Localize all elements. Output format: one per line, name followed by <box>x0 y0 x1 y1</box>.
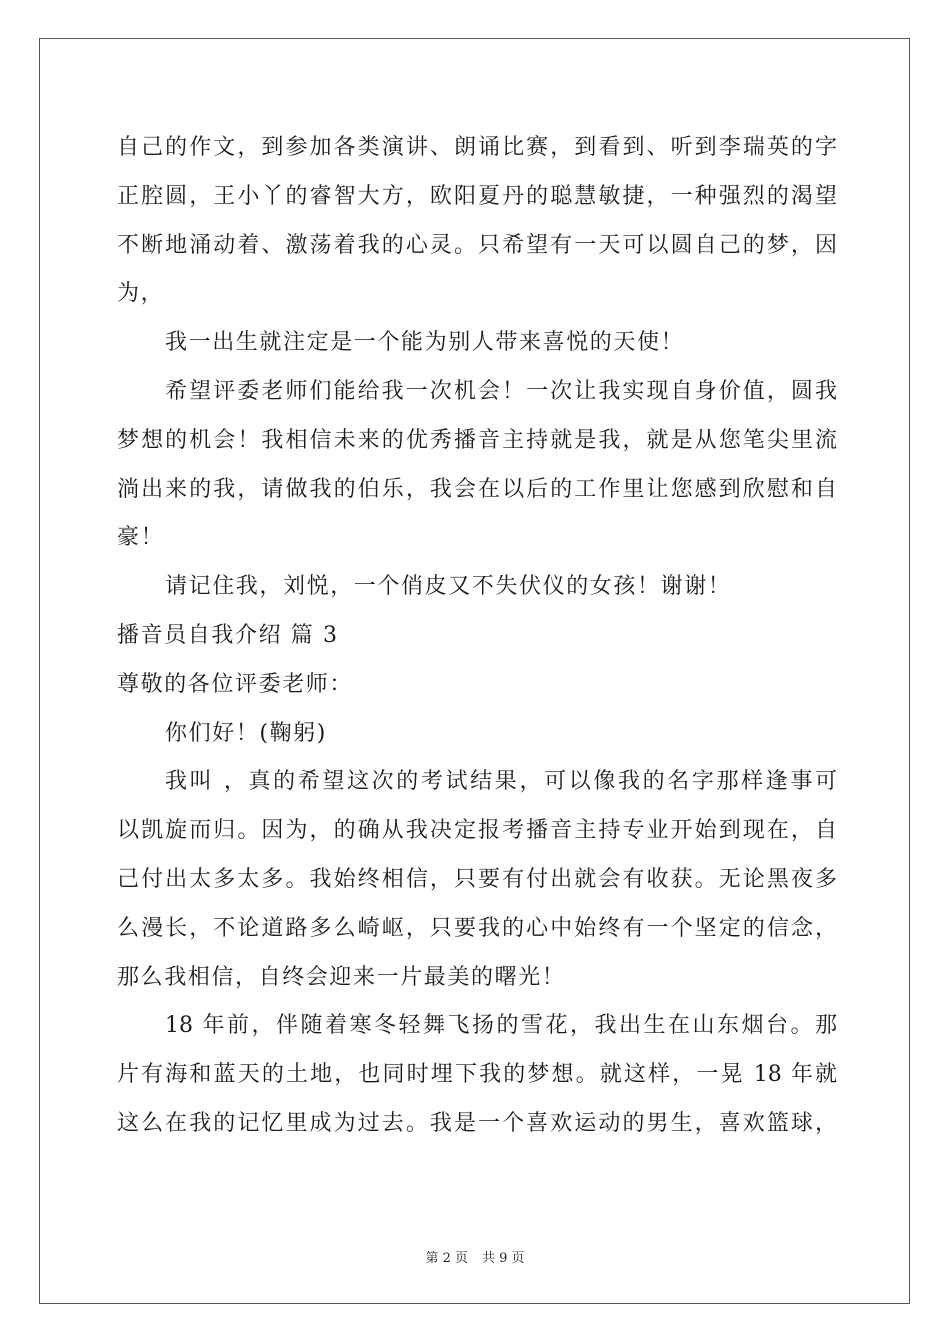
text-line: 以凯旋而归。因为，的确从我决定报考播音主持专业开始到现在，自 <box>117 818 837 844</box>
current-page-number: 第 2 页 <box>425 1251 468 1266</box>
text-line: 不断地涌动着、激荡着我的心灵。只希望有一天可以圆自己的梦，因 <box>117 232 837 258</box>
text-line: 希望评委老师们能给我一次机会！一次让我实现自身价值，圆我 <box>165 378 837 404</box>
text-line: 为， <box>117 281 165 307</box>
text-line: 么漫长，不论道路多么崎岖，只要我的心中始终有一个坚定的信念， <box>117 915 837 941</box>
text-line: 我一出生就注定是一个能为别人带来喜悦的天使！ <box>165 330 685 356</box>
text-line: 自己的作文，到参加各类演讲、朗诵比赛，到看到、听到李瑞英的字 <box>117 135 837 160</box>
total-page-count: 共 9 页 <box>482 1251 525 1266</box>
text-line: 我叫 ，真的希望这次的考试结果，可以像我的名字那样逢事可 <box>165 769 837 795</box>
text-line: 淌出来的我，请做我的伯乐，我会在以后的工作里让您感到欣慰和自 <box>117 476 837 502</box>
text-line: 片有海和蓝天的土地，也同时埋下我的梦想。就这样，一晃 18 年就 <box>117 1062 837 1088</box>
text-line: 这么在我的记忆里成为过去。我是一个喜欢运动的男生，喜欢篮球， <box>117 1110 837 1136</box>
text-line: 正腔圆，王小丫的睿智大方，欧阳夏丹的聪慧敏捷，一种强烈的渴望 <box>117 183 837 209</box>
text-line: 梦想的机会！我相信未来的优秀播音主持就是我，就是从您笔尖里流 <box>117 427 837 453</box>
text-line: 18 年前，伴随着寒冬轻舞飞扬的雪花，我出生在山东烟台。那 <box>165 1013 837 1039</box>
text-line: 那么我相信，自终会迎来一片最美的曙光！ <box>117 964 566 990</box>
section-heading: 播音员自我介绍 篇 3 <box>117 622 339 648</box>
text-line: 你们好！(鞠躬) <box>165 720 327 746</box>
page-footer <box>0 1247 950 1266</box>
text-line: 请记住我，刘悦，一个俏皮又不失伏仪的女孩！谢谢！ <box>165 574 732 600</box>
salutation: 尊敬的各位评委老师： <box>117 671 354 697</box>
text-line: 豪！ <box>117 525 165 551</box>
document-body <box>117 124 837 1149</box>
text-line: 己付出太多太多。我始终相信，只要有付出就会有收获。无论黑夜多 <box>117 866 837 892</box>
